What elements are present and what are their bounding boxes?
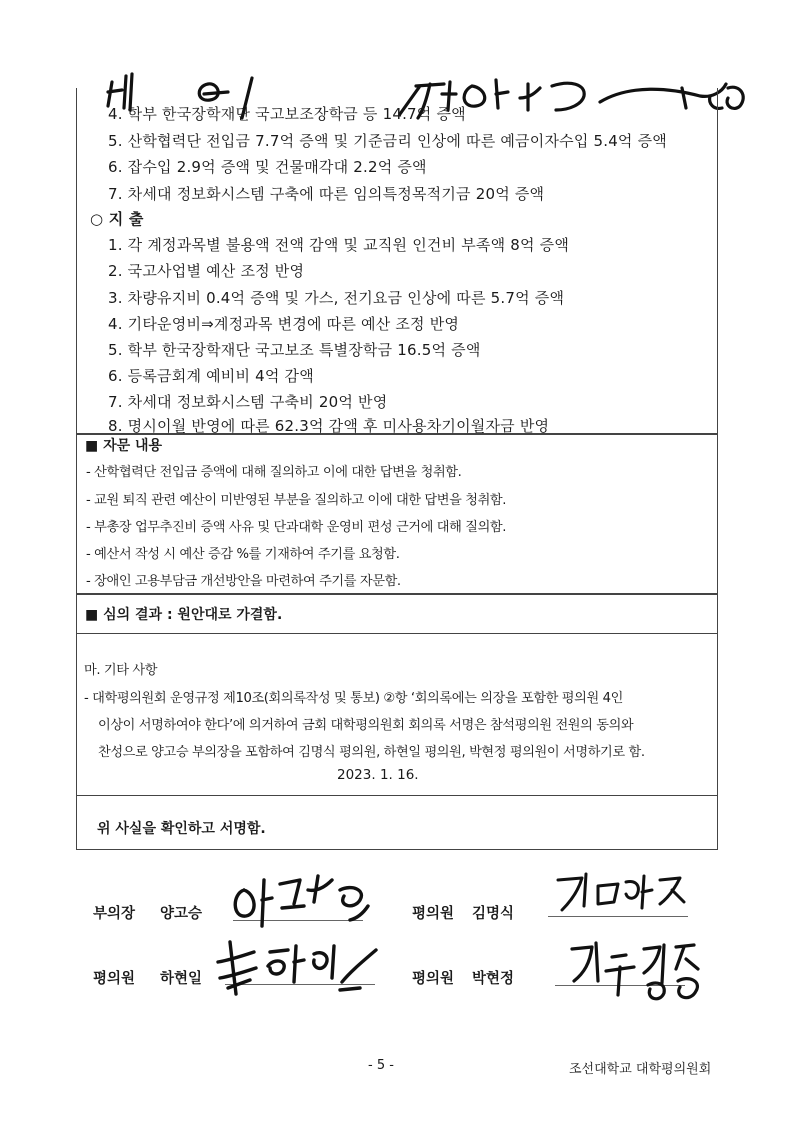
signatory-role: 평의원 [412, 906, 455, 922]
signature-yang [222, 860, 382, 932]
confirm-statement: 위 사실을 확인하고 서명함. [97, 821, 266, 837]
signatory-name: 양고승 [160, 906, 203, 922]
advice-item: - 교원 퇴직 관련 예산이 미반영된 부분을 질의하고 이에 대한 답변을 청취함. [86, 493, 507, 508]
advice-item: - 산학협력단 전입금 증액에 대해 질의하고 이에 대한 답변을 청취함. [86, 465, 462, 480]
other-line: 이상이 서명하여야 한다’에 의거하여 금회 대학평의원회 회의록 서명은 참석평의원 전원의 동의와 [98, 718, 634, 733]
income-item: 4. 학부 한국장학재단 국고보조장학금 등 14.7억 증액 [108, 105, 466, 123]
income-item: 5. 산학협력단 전입금 7.7억 증액 및 기준금리 인상에 따른 예금이자수입 5.4억 증액 [108, 132, 667, 150]
expense-heading: ○ 지 출 [90, 210, 144, 228]
advice-item: - 부총장 업무추진비 증액 사유 및 단과대학 운영비 편성 근거에 대해 질의함. [86, 520, 507, 535]
signatory-role: 평의원 [93, 971, 136, 987]
expense-item: 3. 차량유지비 0.4억 증액 및 가스, 전기요금 인상에 따른 5.7억 증액 [108, 289, 565, 307]
other-line: - 대학평의원회 운영규정 제10조(회의록작성 및 통보) ②항 ‘회의록에는 의장을 포함한 평의원 4인 [84, 691, 623, 706]
expense-item: 2. 국고사업별 예산 조정 반영 [108, 262, 305, 280]
other-heading: 마. 기타 사항 [84, 663, 158, 678]
page-number: - 5 - [368, 1058, 394, 1073]
expense-item: 6. 등록금회계 예비비 4억 감액 [108, 367, 314, 385]
income-item: 6. 잡수입 2.9억 증액 및 건물매각대 2.2억 증액 [108, 158, 427, 176]
signature-ha [210, 932, 385, 1002]
income-item: 7. 차세대 정보화시스템 구축에 따른 임의특정목적기금 20억 증액 [108, 185, 545, 203]
signature-kim [548, 862, 698, 924]
advice-heading: ■ 자문 내용 [85, 438, 163, 454]
signatory-name: 김명식 [472, 906, 515, 922]
expense-item: 7. 차세대 정보화시스템 구축비 20억 반영 [108, 393, 388, 411]
meeting-date: 2023. 1. 16. [337, 767, 419, 783]
footer-organization: 조선대학교 대학평의원회 [569, 1062, 712, 1077]
advice-item: - 예산서 작성 시 예산 증감 %를 기재하여 주기를 요청함. [86, 547, 400, 562]
signatory-name: 하현일 [160, 971, 203, 987]
signatory-role: 부의장 [93, 906, 136, 922]
deliberation-result: ■ 심의 결과 : 원안대로 가결함. [85, 607, 283, 623]
expense-item: 1. 각 계정과목별 불용액 전액 감액 및 교직원 인건비 부족액 8억 증액 [108, 236, 570, 254]
signatory-role: 평의원 [412, 971, 455, 987]
advice-item: - 장애인 고용부담금 개선방안을 마련하여 주기를 자문함. [86, 574, 401, 589]
expense-item: 4. 기타운영비⇒계정과목 변경에 따른 예산 조정 반영 [108, 315, 460, 333]
other-line: 찬성으로 양고승 부의장을 포함하여 김명식 평의원, 하현일 평의원, 박현정 평의원이 서명하기로 함. [98, 745, 645, 760]
expense-item: 5. 학부 한국장학재단 국고보조 특별장학금 16.5억 증액 [108, 341, 481, 359]
expense-item: 8. 명시이월 반영에 따른 62.3억 감액 후 미사용차기이월자금 반영 [108, 417, 550, 435]
signatory-name: 박현정 [472, 971, 515, 987]
signature-park [560, 935, 710, 1015]
